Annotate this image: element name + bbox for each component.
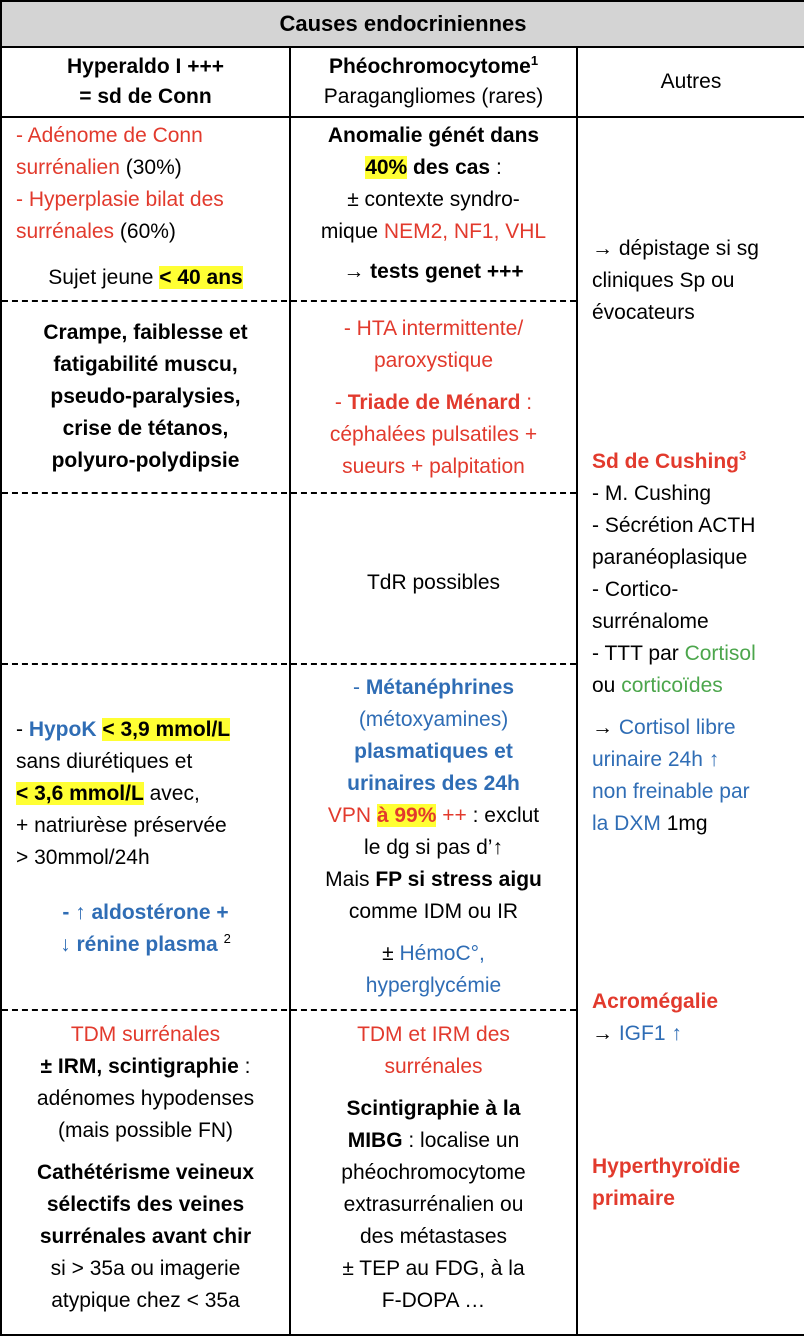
hyperthyroidie-cell <box>592 1151 802 1215</box>
dxm-dose: 1mg <box>660 812 708 835</box>
depistage-line-2: cliniques Sp ou <box>592 269 735 292</box>
nem-line <box>291 216 576 248</box>
cushing-title: Sd de Cushing <box>592 450 739 473</box>
contexte-syndromique-text: ± contexte syndro- <box>347 188 520 211</box>
pheo-biology-cell <box>291 672 576 1002</box>
m-cushing-text: - M. Cushing <box>592 482 712 505</box>
cephalees-text: céphalées pulsatiles + <box>329 423 538 446</box>
header-autres-label: Autres <box>660 70 722 93</box>
sans-diuretiques-text: sans diurétiques et <box>16 750 193 773</box>
symptom-line-3: pseudo-paralysies, <box>50 385 241 408</box>
idm-ir-text: comme IDM ou IR <box>348 900 519 923</box>
tdm-irm-text: TDM et IRM des <box>357 1023 510 1046</box>
triade-colon: : <box>520 391 533 414</box>
conn-line-2 <box>16 152 284 184</box>
hypok-threshold-1: < 3,9 mmol/L <box>102 718 231 741</box>
sueurs-text: sueurs + palpitation <box>342 455 525 478</box>
surrenalien-text: surrénalien <box>16 156 120 179</box>
paroxystique-text: paroxystique <box>373 349 494 372</box>
row-divider-1 <box>2 300 576 302</box>
hemoc-text: HémoC°, <box>399 942 485 965</box>
possible-fn-text: (mais possible FN) <box>57 1119 234 1142</box>
conn-imaging-cell <box>2 1019 289 1317</box>
fp-stress-text: FP si stress aigu <box>375 868 542 891</box>
avec-text: avec, <box>143 782 200 805</box>
hyperthyroidie-title: Hyperthyroïdie <box>592 1155 741 1178</box>
cortico-text: - Cortico- <box>592 578 679 601</box>
header-pheochromocytome <box>291 48 576 118</box>
vpn-value: à 99% <box>376 804 437 827</box>
header-pheo-footnote: 1 <box>530 53 539 68</box>
anomalie-percent-line <box>291 152 576 184</box>
renine-text: ↓ rénine plasma <box>60 933 224 956</box>
triade-menard-text: Triade de Ménard <box>347 391 521 414</box>
cortisol-text: Cortisol <box>684 642 756 665</box>
spacer <box>291 1083 576 1093</box>
header-autres <box>578 48 804 118</box>
hemoc-line <box>291 938 576 970</box>
tep-fdg-text: ± TEP au FDG, à la <box>342 1257 525 1280</box>
igf1-arrow: → <box>592 1022 619 1045</box>
non-freinable-text: non freinable par <box>592 780 750 803</box>
pheo-genetics-cell <box>291 120 576 288</box>
secretion-acth-text: - Sécrétion ACTH <box>592 514 756 537</box>
sujet-jeune-cell <box>2 262 289 294</box>
triade-line <box>291 387 576 419</box>
symptom-line-5: polyuro-polydipsie <box>51 449 240 472</box>
catheterisme-line-4: si > 35a ou imagerie <box>50 1257 241 1280</box>
igf1-line <box>592 1018 802 1050</box>
catheterisme-line-5: atypique chez < 35a <box>51 1289 240 1312</box>
spacer <box>291 377 576 387</box>
vpn-label: VPN <box>327 804 377 827</box>
spacer <box>592 702 802 712</box>
igf1-text: IGF1 ↑ <box>618 1022 682 1045</box>
catheterisme-line-1: Cathétérisme veineux <box>36 1161 255 1184</box>
acromegalie-cell <box>592 986 802 1050</box>
mibg-line <box>291 1125 576 1157</box>
aldosterone-text: - ↑ aldostérone + <box>62 901 229 924</box>
localise-text: : localise un <box>402 1129 520 1152</box>
catheterisme-line-3: surrénales avant chir <box>39 1225 252 1248</box>
row-divider-2 <box>2 492 576 494</box>
plasmatiques-text: plasmatiques et <box>354 740 513 763</box>
triade-dash: - <box>334 391 348 414</box>
dxm-text: la DXM <box>592 812 661 835</box>
symptom-line-2: fatigabilité muscu, <box>53 353 238 376</box>
header-hyperaldo <box>2 48 289 118</box>
row-divider-3 <box>2 663 576 665</box>
conn-etiology-cell <box>16 120 284 248</box>
row-divider-4 <box>2 1009 576 1011</box>
spacer <box>2 1147 289 1157</box>
conn-line-3 <box>16 184 284 216</box>
hta-text: - HTA intermittente/ <box>343 317 524 340</box>
cortisol-libre-line <box>592 712 802 744</box>
ou-text: ou <box>592 674 622 697</box>
pheo-tdr-cell <box>291 567 576 599</box>
vpn-line <box>291 800 576 832</box>
spacer <box>291 928 576 938</box>
depistage-cell <box>592 233 802 329</box>
sujet-jeune-text: Sujet jeune <box>48 266 160 289</box>
des-cas-colon: : <box>490 156 502 179</box>
adenome-conn-text: - Adénome de Conn <box>16 124 203 147</box>
header-pheo-line1 <box>291 52 576 82</box>
surrenales-text: surrénales <box>16 220 115 243</box>
natriurese-text: + natriurèse préservée <box>16 814 227 837</box>
tests-genet-text: → tests genet +++ <box>343 260 524 283</box>
primaire-text: primaire <box>592 1187 675 1210</box>
hyperglycemie-text: hyperglycémie <box>365 974 502 997</box>
tdr-possibles-text: TdR possibles <box>366 571 501 594</box>
symptom-line-1: Crampe, faiblesse et <box>43 321 248 344</box>
hemoc-plusminus: ± <box>382 942 400 965</box>
surrenales-imaging-text: surrénales <box>384 1055 483 1078</box>
renine-line <box>2 929 289 961</box>
header-hyperaldo-line1: Hyperaldo I +++ <box>67 55 224 78</box>
vpn-plus: ++ <box>436 804 467 827</box>
f-dopa-text: F-DOPA … <box>381 1289 486 1312</box>
mique-text: mique <box>320 220 384 243</box>
corticoides-line <box>592 670 802 702</box>
column-divider-2 <box>576 48 578 1334</box>
header-pheo-line2: Paragangliomes (rares) <box>323 85 544 108</box>
fp-line <box>291 864 576 896</box>
hypok-dash: - <box>16 718 29 741</box>
anomalie-genet-text: Anomalie génét dans <box>327 124 540 147</box>
surrenalome-text: surrénalome <box>592 610 709 633</box>
pheo-imaging-cell <box>291 1019 576 1317</box>
mais-text: Mais <box>325 868 376 891</box>
irm-colon: : <box>238 1055 251 1078</box>
adenome-percent: (30%) <box>119 156 182 179</box>
conn-line-1 <box>16 120 284 152</box>
metoxyamines-text: (métoxyamines) <box>358 708 509 731</box>
hypok-line <box>16 714 286 746</box>
ttt-line <box>592 638 802 670</box>
depistage-line-1: → dépistage si sg <box>592 237 759 260</box>
irm-scintigraphie-text: ± IRM, scintigraphie <box>40 1055 239 1078</box>
pheochromocytome-text: phéochromocytome <box>341 1161 526 1184</box>
hypok-threshold-2: < 3,6 mmol/L <box>16 782 144 805</box>
mibg-text: MIBG <box>347 1129 403 1152</box>
aldosterone-cell <box>2 897 289 961</box>
exclut-text: : exclut <box>466 804 540 827</box>
header-hyperaldo-line2: = sd de Conn <box>79 85 212 108</box>
cortisol-libre-text: Cortisol libre <box>618 716 736 739</box>
paraneoplasique-text: paranéoplasique <box>592 546 748 569</box>
natriurese-threshold: > 30mmol/24h <box>16 846 150 869</box>
renine-footnote: 2 <box>223 931 231 946</box>
irm-line <box>2 1051 289 1083</box>
dxm-line <box>592 808 802 840</box>
acromegalie-title: Acromégalie <box>592 990 719 1013</box>
dg-text: le dg si pas d’↑ <box>364 836 503 859</box>
arrow-text: → <box>592 716 619 739</box>
ttt-text: - TTT par <box>592 642 685 665</box>
extrasurrenalien-text: extrasurrénalien ou <box>343 1193 524 1216</box>
urinaire-24h-text: urinaire 24h ↑ <box>592 748 720 771</box>
metanephrines-text: Métanéphrines <box>365 676 515 699</box>
des-cas-text: des cas <box>407 156 491 179</box>
adenomes-hypodenses-text: adénomes hypodenses <box>36 1087 255 1110</box>
cushing-title-line <box>592 446 802 478</box>
tdm-surrenales-text: TDM surrénales <box>70 1023 221 1046</box>
hyperplasie-percent: (60%) <box>114 220 176 243</box>
depistage-line-3: évocateurs <box>592 301 695 324</box>
pheo-symptoms-cell <box>291 313 576 483</box>
metastases-text: des métastases <box>359 1225 508 1248</box>
hypok-label: HypoK <box>28 718 97 741</box>
scintigraphie-text: Scintigraphie à la <box>346 1097 521 1120</box>
conn-line-4 <box>16 216 284 248</box>
genet-percent: 40% <box>365 156 408 179</box>
threshold-2-line <box>16 778 286 810</box>
nem-syndromes: NEM2, NF1, VHL <box>383 220 547 243</box>
metanephrines-line <box>291 672 576 704</box>
table-title: Causes endocriniennes <box>2 2 804 48</box>
metanephrines-dash: - <box>352 676 366 699</box>
spacer <box>291 248 576 256</box>
hyperplasie-text: - Hyperplasie bilat des <box>16 188 224 211</box>
cushing-footnote: 3 <box>739 448 747 463</box>
header-pheo-title: Phéochromocytome <box>328 55 531 78</box>
catheterisme-line-2: sélectifs des veines <box>46 1193 245 1216</box>
conn-biology-cell <box>16 714 286 874</box>
urinaires-text: urinaires des 24h <box>347 772 520 795</box>
conn-symptoms-cell <box>2 317 289 477</box>
corticoides-text: corticoïdes <box>621 674 723 697</box>
age-threshold: < 40 ans <box>159 266 243 289</box>
cushing-cell <box>592 446 802 840</box>
symptom-line-4: crise de tétanos, <box>62 417 229 440</box>
